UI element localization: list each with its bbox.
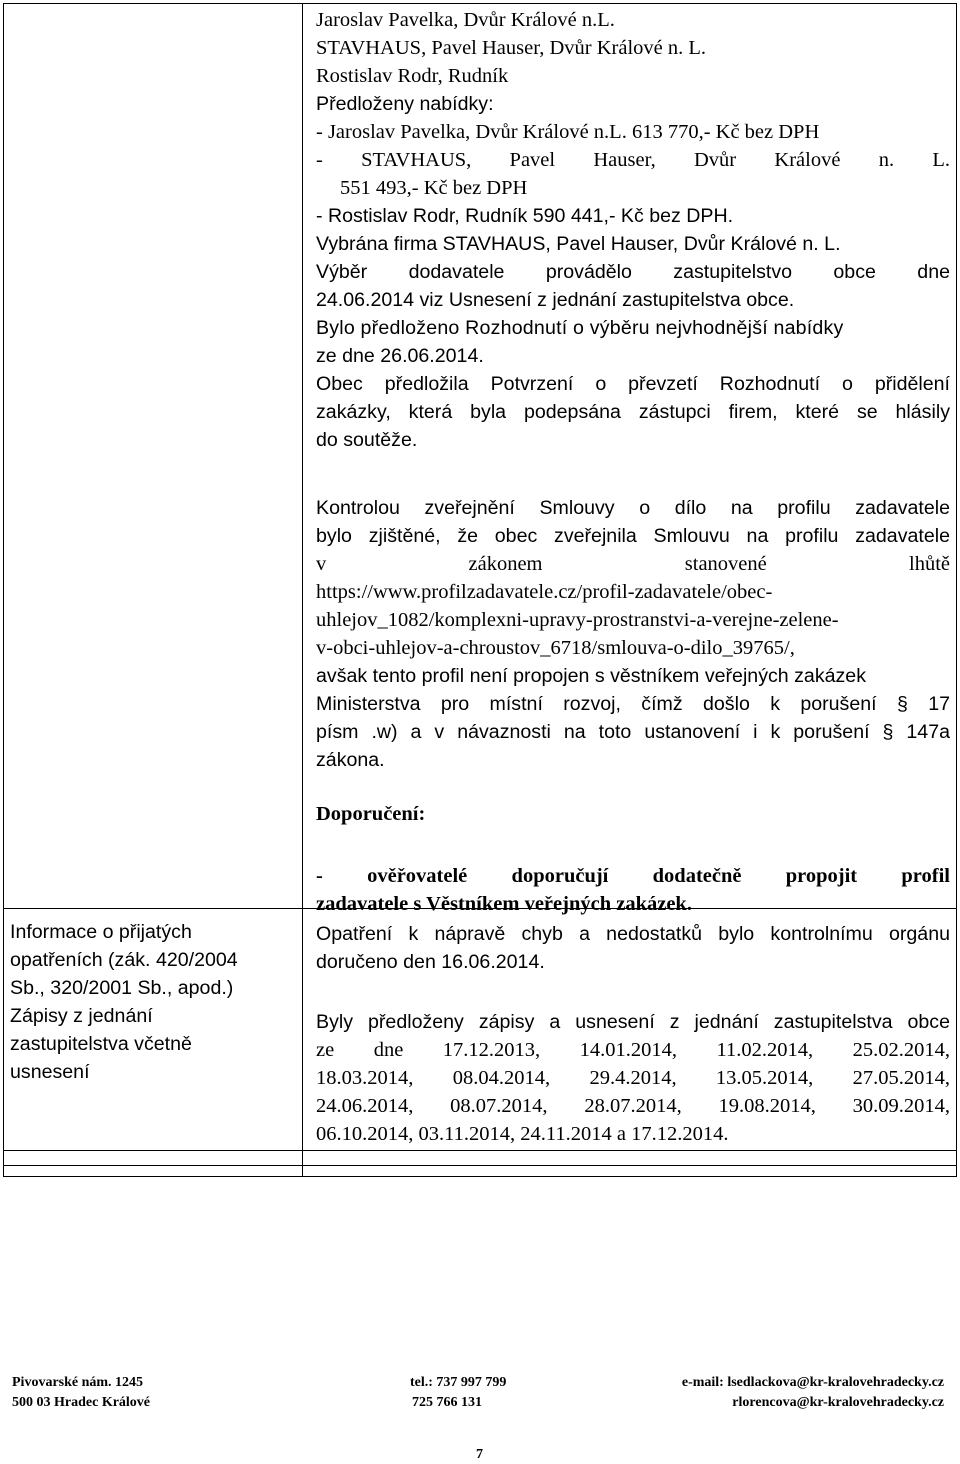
remedy-section	[316, 920, 950, 976]
address-line: 500 03 Hradec Králové	[12, 1395, 151, 1410]
phone-line: tel.: 737 997 799	[410, 1375, 507, 1390]
text-line: - Rostislav Rodr, Rudník 590 441,- Kč bez DPH.	[316, 205, 734, 227]
text-line: - STAVHAUS, Pavel Hauser, Dvůr Králové n. L.	[316, 149, 950, 171]
text-line: ze dne 17.12.2013, 14.01.2014, 11.02.2014, 25.02.2014,	[316, 1039, 950, 1061]
text-line: písm .w) a v návaznosti na toto ustanovení i k porušení § 147a	[316, 721, 950, 743]
text-line: ze dne 26.06.2014.	[316, 345, 484, 367]
label-line: usnesení	[10, 1061, 90, 1083]
row-divider	[3, 1150, 957, 1151]
text-line: v zákonem stanovené lhůtě	[316, 553, 950, 575]
page-number: 7	[476, 1447, 483, 1462]
text-line: Jaroslav Pavelka, Dvůr Králové n.L.	[316, 9, 615, 31]
text-line: avšak tento profil není propojen s věstníkem veřejných zakázek	[316, 665, 867, 687]
text-line: uhlejov_1082/komplexni-upravy-prostranstvi-a-verejne-zelene-	[316, 609, 839, 631]
address-line: Pivovarské nám. 1245	[12, 1375, 144, 1390]
text-line: 551 493,- Kč bez DPH	[340, 177, 528, 199]
row-divider	[3, 1165, 957, 1166]
text-line: Byly předloženy zápisy a usnesení z jednání zastupitelstva obce	[316, 1011, 950, 1033]
text-line: 18.03.2014, 08.04.2014, 29.4.2014, 13.05.2014, 27.05.2014,	[316, 1067, 950, 1089]
footer-phone	[410, 1373, 506, 1413]
text-line: Bylo předloženo Rozhodnutí o výběru nejvhodnější nabídky	[316, 317, 844, 339]
text-line: zadavatele s Věstníkem veřejných zakázek.	[316, 893, 692, 915]
text-line: doručeno den 16.06.2014.	[316, 951, 545, 973]
phone-line: 725 766 131	[412, 1395, 482, 1410]
recommendation-heading	[316, 803, 425, 826]
minutes-section	[316, 1008, 950, 1148]
text-line: Výběr dodavatele provádělo zastupitelstvo obce dne	[316, 261, 950, 283]
column-divider	[302, 3, 303, 1176]
text-line: https://www.profilzadavatele.cz/profil-zadavatele/obec-	[316, 581, 773, 603]
footer-address	[12, 1373, 150, 1413]
email-line: rlorencova@kr-kralovehradecky.cz	[732, 1395, 944, 1410]
text-line: Kontrolou zveřejnění Smlouvy o dílo na profilu zadavatele	[316, 497, 950, 519]
label-line: Zápisy z jednání	[10, 1005, 153, 1027]
text-line: - Jaroslav Pavelka, Dvůr Králové n.L. 613 770,- Kč bez DPH	[316, 121, 820, 143]
label-line: opatřeních (zák. 420/2004	[10, 949, 238, 971]
recommendation-section	[316, 862, 950, 918]
text-line: do soutěže.	[316, 429, 418, 451]
text-line: 06.10.2014, 03.11.2014, 24.11.2014 a 17.12.2014.	[316, 1123, 729, 1145]
label-line: Sb., 320/2001 Sb., apod.)	[10, 977, 234, 999]
recommendation-title: Doporučení:	[316, 803, 426, 825]
text-line: v-obci-uhlejov-a-chroustov_6718/smlouva-o-dilo_39765/,	[316, 637, 795, 659]
text-line: zakázky, která byla podepsána zástupci firem, které se hlásily	[316, 401, 950, 423]
publication-section	[316, 494, 950, 774]
text-line: STAVHAUS, Pavel Hauser, Dvůr Králové n. L.	[316, 37, 707, 59]
text-line: 24.06.2014 viz Usnesení z jednání zastupitelstva obce.	[316, 289, 795, 311]
text-line: - ověřovatelé doporučují dodatečně propojit profil	[316, 865, 950, 887]
email-line: e-mail: lsedlackova@kr-kralovehradecky.cz	[681, 1375, 944, 1390]
text-line: zákona.	[316, 749, 385, 771]
text-line: bylo zjištěné, že obec zveřejnila Smlouvu na profilu zadavatele	[316, 525, 950, 547]
text-line: Rostislav Rodr, Rudník	[316, 65, 509, 87]
footer-email	[632, 1373, 944, 1413]
text-line: Předloženy nabídky:	[316, 93, 494, 115]
label-line: Informace o přijatých	[10, 921, 192, 943]
left-column-label	[10, 918, 295, 1086]
text-line: 24.06.2014, 08.07.2014, 28.07.2014, 19.08.2014, 30.09.2014,	[316, 1095, 950, 1117]
text-line: Opatření k nápravě chyb a nedostatků bylo kontrolnímu orgánu	[316, 923, 950, 945]
label-line: zastupitelstva včetně	[10, 1033, 192, 1055]
text-line: Obec předložila Potvrzení o převzetí Rozhodnutí o přidělení	[316, 373, 950, 395]
text-line: Ministerstva pro místní rozvoj, čímž došlo k porušení § 17	[316, 693, 950, 715]
text-line: Vybrána firma STAVHAUS, Pavel Hauser, Dvůr Králové n. L.	[316, 233, 841, 255]
offers-section	[316, 6, 950, 454]
